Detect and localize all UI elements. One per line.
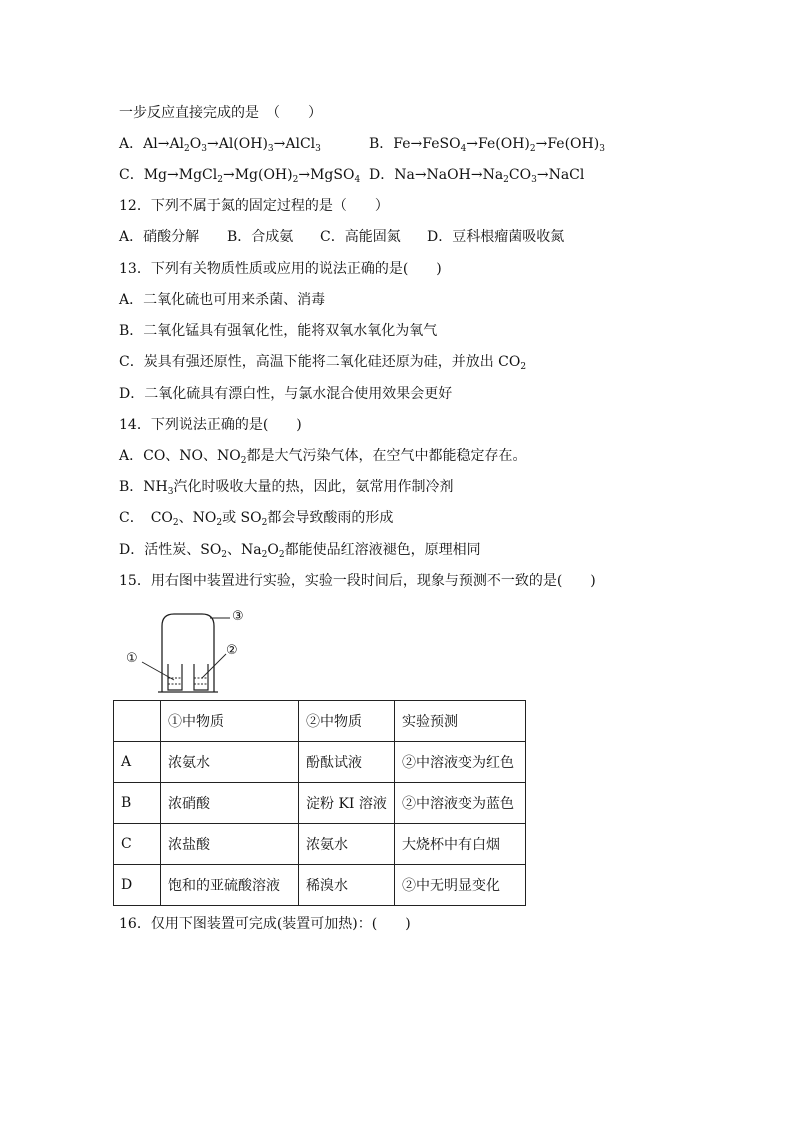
table-cell: 酚酞试液 xyxy=(299,742,395,783)
table-cell: 浓盐酸 xyxy=(161,824,299,865)
q12-option-b: B．合成氨 xyxy=(227,229,294,245)
table-header-cell: ①中物质 xyxy=(161,701,299,742)
table-cell: B xyxy=(114,783,161,824)
q14-option-c: C． $CO_2$、$NO_2$或 $SO_2$都会导致酸雨的形成 xyxy=(119,510,394,528)
table-header-row xyxy=(114,701,526,742)
table-cell: 大烧杯中有白烟 xyxy=(395,824,526,865)
q16-stem: 16．仅用下图装置可完成(装置可加热)：( ) xyxy=(119,916,411,932)
q12-options xyxy=(119,227,564,247)
table-row xyxy=(114,783,526,824)
q13-stem: 13．下列有关物质性质或应用的说法正确的是( ) xyxy=(119,261,442,277)
q11-option-c: C．$Mg\to MgCl_2\to Mg(OH)_2\to MgSO_4$ xyxy=(119,167,361,185)
q11-option-d: D．$Na\to NaOH\to Na_2CO_3\to NaCl$ xyxy=(369,167,585,185)
table-row xyxy=(114,742,526,783)
apparatus-diagram xyxy=(118,604,258,696)
large-beaker xyxy=(162,614,214,692)
q12-option-d: D．豆科根瘤菌吸收氮 xyxy=(427,229,565,245)
q11-option-a: A．$Al\to Al_2O_3\to Al(OH)_3\to AlCl_3$ xyxy=(119,136,321,154)
table-cell: 淀粉 KI 溶液 xyxy=(299,783,395,824)
q12-option-a: A．硝酸分解 xyxy=(119,229,200,245)
table-cell: ②中溶液变为蓝色 xyxy=(395,783,526,824)
table-cell: D xyxy=(114,865,161,906)
table-cell: 浓硝酸 xyxy=(161,783,299,824)
q11-stem: 一步反应直接完成的是 （ ） xyxy=(119,105,322,121)
small-beaker-2 xyxy=(194,664,208,690)
table-cell: ②中无明显变化 xyxy=(395,865,526,906)
q13-option-b: B．二氧化锰具有强氧化性，能将双氧水氧化为氧气 xyxy=(119,323,438,339)
q12-stem: 12．下列不属于氮的固定过程的是（ ） xyxy=(119,198,389,214)
q14-stem: 14．下列说法正确的是( ) xyxy=(119,417,302,433)
table-cell: ②中溶液变为红色 xyxy=(395,742,526,783)
label-1: ① xyxy=(126,651,138,666)
q14-option-b: B．$NH_3$汽化时吸收大量的热，因此，氨常用作制冷剂 xyxy=(119,479,454,497)
label-2: ② xyxy=(226,643,238,658)
q15-stem: 15．用右图中装置进行实验，实验一段时间后，现象与预测不一致的是( ) xyxy=(119,573,596,589)
leader-line-1 xyxy=(142,662,174,680)
small-beaker-1 xyxy=(168,664,182,690)
table-header-cell: 实验预测 xyxy=(395,701,526,742)
q15-table xyxy=(113,700,526,906)
table-cell: 浓氨水 xyxy=(299,824,395,865)
table-header-cell: ②中物质 xyxy=(299,701,395,742)
q12-option-c: C．高能固氮 xyxy=(320,229,401,245)
table-row xyxy=(114,865,526,906)
table-row xyxy=(114,824,526,865)
table-header-cell xyxy=(114,701,161,742)
q11-option-b: B．$Fe\to FeSO_4\to Fe(OH)_2\to Fe(OH)_3$ xyxy=(369,136,605,154)
q13-option-c: C．炭具有强还原性，高温下能将二氧化硅还原为硅，并放出 $CO_2$ xyxy=(119,354,527,372)
q13-option-a: A．二氧化硫也可用来杀菌、消毒 xyxy=(119,292,326,308)
table-cell: C xyxy=(114,824,161,865)
q14-option-d: D．活性炭、$SO_2$、$Na_2O_2$都能使品红溶液褪色，原理相同 xyxy=(119,542,481,560)
label-3: ③ xyxy=(232,609,244,624)
table-cell: 饱和的亚硫酸溶液 xyxy=(161,865,299,906)
q13-option-d: D．二氧化硫具有漂白性，与氯水混合使用效果会更好 xyxy=(119,386,453,402)
q14-option-a: A．CO、NO、$NO_2$都是大气污染气体，在空气中都能稳定存在。 xyxy=(119,448,527,466)
table-cell: A xyxy=(114,742,161,783)
table-cell: 浓氨水 xyxy=(161,742,299,783)
table-cell: 稀溴水 xyxy=(299,865,395,906)
